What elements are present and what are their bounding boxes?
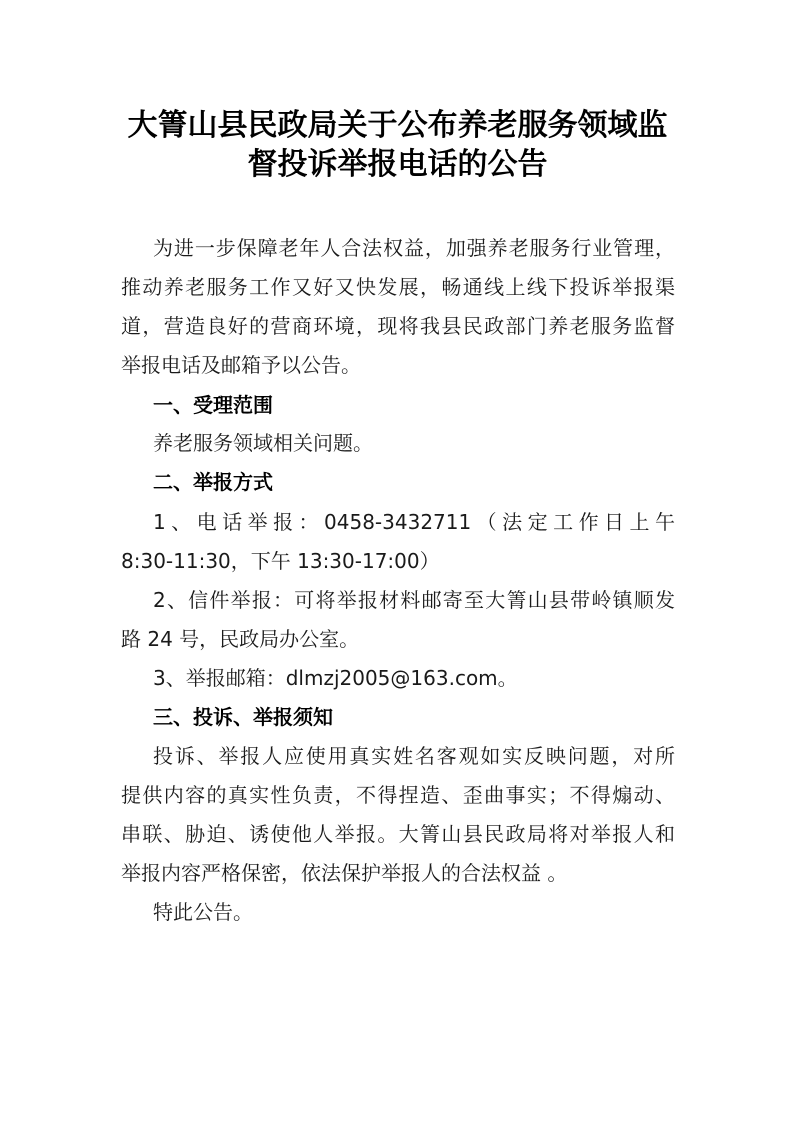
- closing-text: 特此公告。: [153, 900, 253, 924]
- notice-line-2: 提供内容的真实性负责，不得捏造、歪曲事实；不得煽动、: [121, 783, 675, 807]
- intro-line-2: 推动养老服务工作又好又快发展，畅通线上线下投诉举报渠: [121, 275, 675, 299]
- section-heading-methods: 二、举报方式: [153, 470, 273, 494]
- mail-report-line-2: 路 24 号，民政局办公室。: [121, 627, 360, 651]
- notice-line-4: 举报内容严格保密，依法保护举报人的合法权益 。: [121, 861, 568, 885]
- email-report-line: 3、举报邮箱：dlmzj2005@163.com。: [153, 666, 518, 690]
- section-heading-notice: 三、投诉、举报须知: [153, 705, 333, 729]
- intro-line-1: 为进一步保障老年人合法权益，加强养老服务行业管理，: [153, 236, 675, 260]
- section-heading-scope: 一、受理范围: [153, 393, 273, 417]
- intro-line-4: 举报电话及邮箱予以公告。: [121, 353, 361, 377]
- phone-report-line-1: 1、电话举报：0458-3432711（法定工作日上午: [153, 510, 675, 534]
- section-body-scope: 养老服务领域相关问题。: [153, 431, 373, 455]
- document-title-line-1: 大箐山县民政局关于公布养老服务领域监: [127, 108, 668, 143]
- phone-report-line-2: 8:30-11:30，下午 13:30-17:00）: [121, 549, 440, 573]
- intro-line-3: 道，营造良好的营商环境，现将我县民政部门养老服务监督: [121, 314, 675, 338]
- mail-report-line-1: 2、信件举报：可将举报材料邮寄至大箐山县带岭镇顺发: [153, 588, 675, 612]
- notice-line-3: 串联、胁迫、诱使他人举报。大箐山县民政局将对举报人和: [121, 822, 675, 846]
- document-title-line-2: 督投诉举报电话的公告: [247, 147, 548, 182]
- notice-line-1: 投诉、举报人应使用真实姓名客观如实反映问题，对所: [153, 744, 675, 768]
